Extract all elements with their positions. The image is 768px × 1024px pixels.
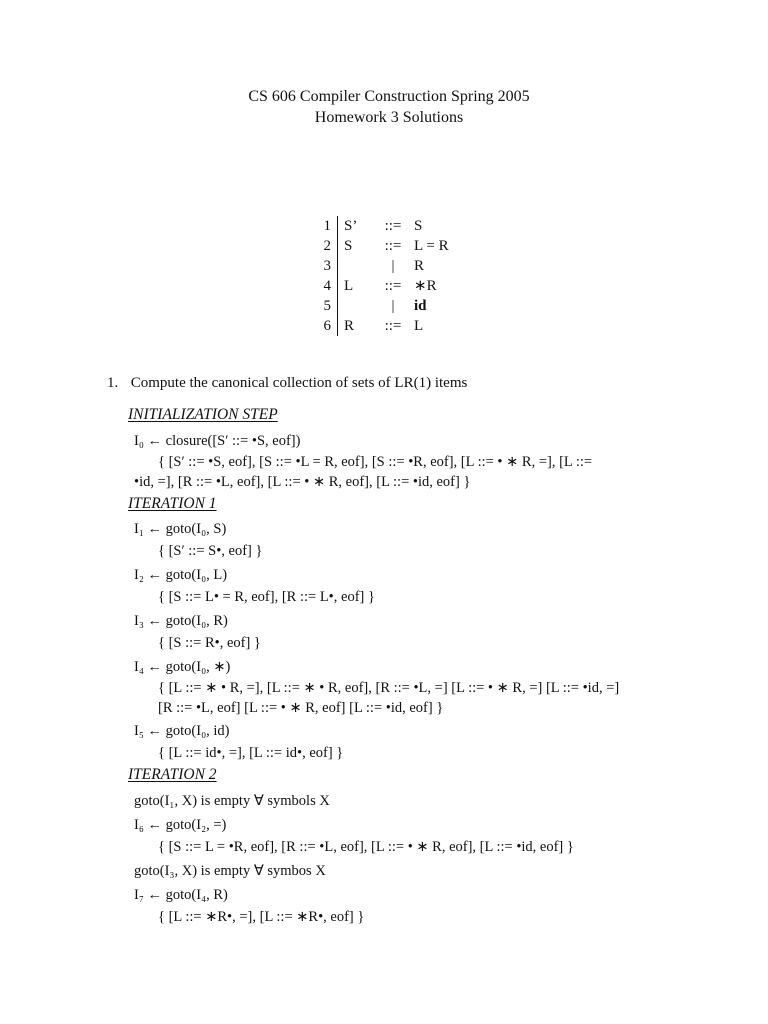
item-set-label-i7: I₇ ← goto(I₄, R) — [134, 887, 228, 903]
document-title — [0, 86, 768, 128]
question-1 — [107, 373, 467, 393]
item-set-label-i2: I₂ ← goto(I₀, L) — [134, 567, 228, 583]
rule-lhs: S’ — [344, 218, 358, 234]
rule-operator: | — [391, 298, 395, 314]
rule-rhs: ∗R — [414, 278, 437, 294]
rule-operator: ::= — [384, 278, 402, 294]
section-heading-iteration-2: ITERATION 2 — [128, 766, 217, 783]
rule-rhs: id — [414, 298, 427, 314]
grammar-table — [317, 216, 474, 336]
rule-operator: ::= — [384, 238, 402, 254]
rule-lhs — [338, 256, 374, 276]
rule-lhs: L — [344, 278, 354, 294]
item-set-label-i4: I₄ ← goto(I₀, ∗) — [134, 659, 231, 675]
item-set-i4-continued: [R ::= •L, eof] [L ::= • ∗ R, eof] [L ::= •id, eof] } — [158, 700, 444, 716]
item-set-i1: { [S′ ::= S•, eof] } — [158, 543, 263, 559]
rule-rhs: R — [414, 258, 425, 274]
item-set-i0-continued: •id, =], [R ::= •L, eof], [L ::= • ∗ R, eof], [L ::= •id, eof] } — [134, 474, 471, 490]
rule-operator: ::= — [384, 318, 402, 334]
question-text: Compute the canonical collection of sets of LR(1) items — [130, 375, 468, 391]
title-line-2: Homework 3 Solutions — [314, 109, 464, 126]
rule-number: 2 — [317, 236, 338, 256]
item-set-label-i3: I₃ ← goto(I₀, R) — [134, 613, 228, 629]
rule-lhs: S — [344, 238, 353, 254]
rule-number: 4 — [317, 276, 338, 296]
grammar-row — [317, 236, 474, 256]
goto-note-i1: goto(I₁, X) is empty ∀ symbols X — [134, 793, 330, 809]
grammar-row — [317, 276, 474, 296]
rule-rhs: L = R — [414, 238, 449, 254]
grammar-row — [317, 216, 474, 236]
rule-operator: | — [391, 258, 395, 274]
item-set-label-i5: I₅ ← goto(I₀, id) — [134, 723, 230, 739]
title-line-1: CS 606 Compiler Construction Spring 2005 — [248, 88, 530, 105]
section-heading-iteration-1: ITERATION 1 — [128, 495, 217, 512]
question-number: 1. — [107, 375, 119, 391]
item-set-i0: { [S′ ::= •S, eof], [S ::= •L = R, eof], [S ::= •R, eof], [L ::= • ∗ R, =], [L ::= — [158, 454, 593, 470]
rule-operator: ::= — [384, 218, 402, 234]
goto-note-i3: goto(I₃, X) is empty ∀ symbos X — [134, 863, 326, 879]
rule-number: 5 — [317, 296, 338, 316]
item-set-i3: { [S ::= R•, eof] } — [158, 635, 261, 651]
grammar-row — [317, 256, 474, 276]
section-heading-initialization: INITIALIZATION STEP — [128, 406, 278, 423]
item-set-i2: { [S ::= L• = R, eof], [R ::= L•, eof] } — [158, 589, 375, 605]
rule-rhs: S — [414, 218, 423, 234]
grammar-row — [317, 296, 474, 316]
item-set-i5: { [L ::= id•, =], [L ::= id•, eof] } — [158, 745, 344, 761]
item-set-label-i0: I₀ ← closure([S′ ::= •S, eof]) — [134, 433, 301, 449]
rule-number: 3 — [317, 256, 338, 276]
item-set-label-i6: I₆ ← goto(I₂, =) — [134, 817, 227, 833]
rule-rhs: L — [414, 318, 424, 334]
item-set-i4: { [L ::= ∗ • R, =], [L ::= ∗ • R, eof], [R ::= •L, =] [L ::= • ∗ R, =] [L ::= •id, =] — [158, 680, 620, 696]
item-set-i6: { [S ::= L = •R, eof], [R ::= •L, eof], [L ::= • ∗ R, eof], [L ::= •id, eof] } — [158, 839, 574, 855]
item-set-i7: { [L ::= ∗R•, =], [L ::= ∗R•, eof] } — [158, 909, 365, 925]
rule-lhs — [338, 296, 374, 316]
rule-number: 6 — [317, 316, 338, 336]
rule-number: 1 — [317, 216, 338, 236]
grammar-row — [317, 316, 474, 336]
rule-lhs: R — [344, 318, 355, 334]
item-set-label-i1: I₁ ← goto(I₀, S) — [134, 521, 227, 537]
